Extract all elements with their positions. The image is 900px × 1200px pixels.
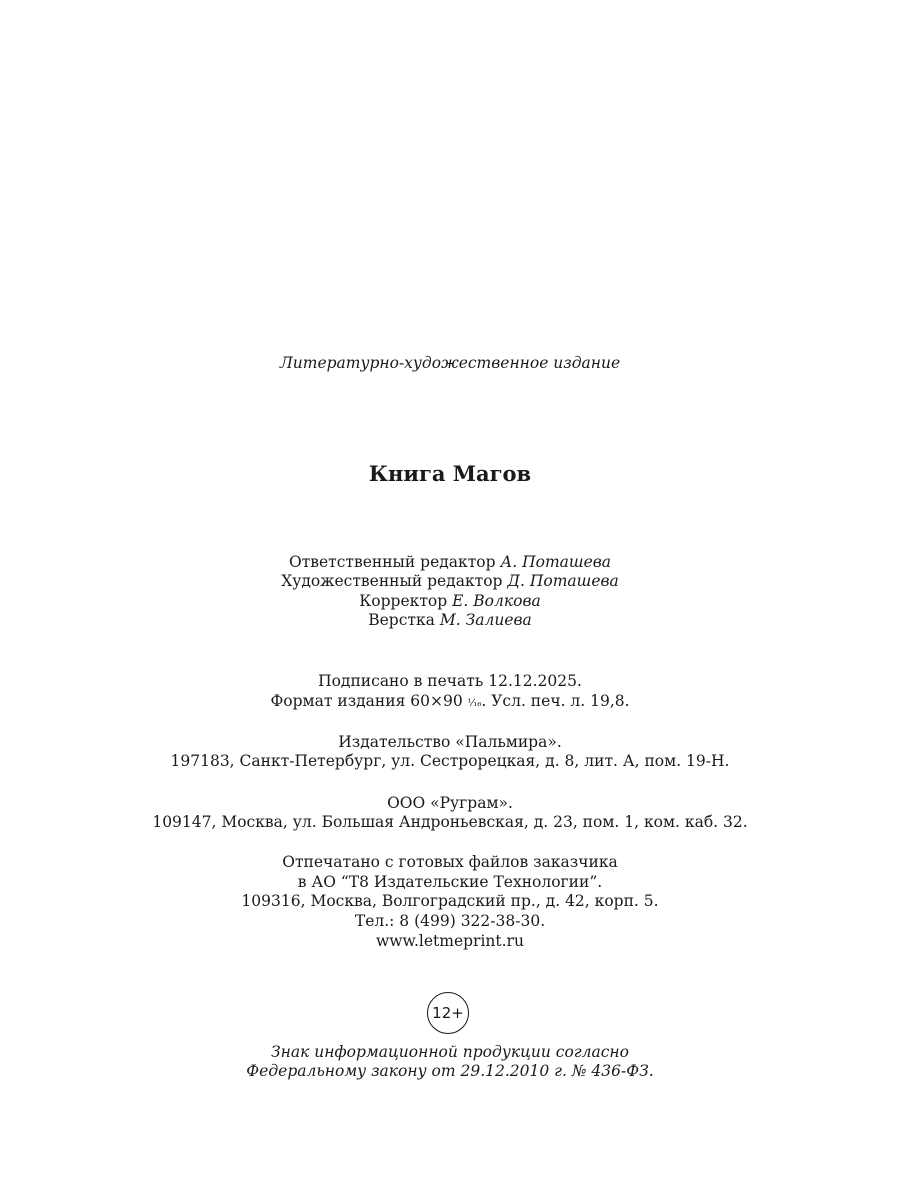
age-rating-badge <box>427 992 469 1034</box>
format-prefix: Формат издания 60×90 <box>270 692 463 710</box>
credit-role: Ответственный редактор <box>288 553 496 571</box>
credit-role: Корректор <box>359 592 448 610</box>
printer-line-2: в АО “Т8 Издательские Технологии”. <box>297 873 603 891</box>
publisher-address: 197183, Санкт-Петербург, ул. Сестрорецкая, д. 8, лит. А, пом. 19-Н. <box>170 752 730 770</box>
credit-art-editor <box>0 572 900 591</box>
credit-proofreader <box>0 592 900 611</box>
age-notice-line-2: Федеральному закону от 29.12.2010 г. № 436-ФЗ. <box>246 1062 654 1080</box>
age-rating-label: 12+ <box>432 1004 464 1022</box>
printer-address: 109316, Москва, Волгоградский пр., д. 42, корп. 5. <box>241 892 659 910</box>
format-fraction: ¹⁄₁₆ <box>467 698 482 709</box>
printer-line-1: Отпечатано с готовых файлов заказчика <box>282 853 618 871</box>
printer-phone: Тел.: 8 (499) 322-38-30. <box>354 912 546 930</box>
edition-format <box>0 692 900 713</box>
format-suffix: . Усл. печ. л. 19,8. <box>481 692 630 710</box>
credit-name: Д. Поташева <box>507 572 619 590</box>
signed-to-print: Подписано в печать 12.12.2025. <box>318 672 582 690</box>
book-title: Книга Магов <box>368 461 532 486</box>
credit-responsible-editor <box>0 553 900 572</box>
credit-name: Е. Волкова <box>452 592 541 610</box>
edition-type: Литературно-художественное издание <box>279 354 621 372</box>
publisher-name: Издательство «Пальмира». <box>338 733 562 751</box>
credit-role: Верстка <box>368 611 435 629</box>
credit-layout <box>0 611 900 630</box>
distributor-address: 109147, Москва, ул. Большая Андроньевская, д. 23, пом. 1, ком. каб. 32. <box>152 813 748 831</box>
credit-name: М. Залиева <box>439 611 532 629</box>
printer-website[interactable]: www.letmeprint.ru <box>376 932 524 950</box>
credit-role: Художественный редактор <box>281 572 503 590</box>
credit-name: А. Поташева <box>500 553 611 571</box>
distributor-name: ООО «Руграм». <box>387 794 513 812</box>
age-notice-line-1: Знак информационной продукции согласно <box>271 1043 629 1061</box>
